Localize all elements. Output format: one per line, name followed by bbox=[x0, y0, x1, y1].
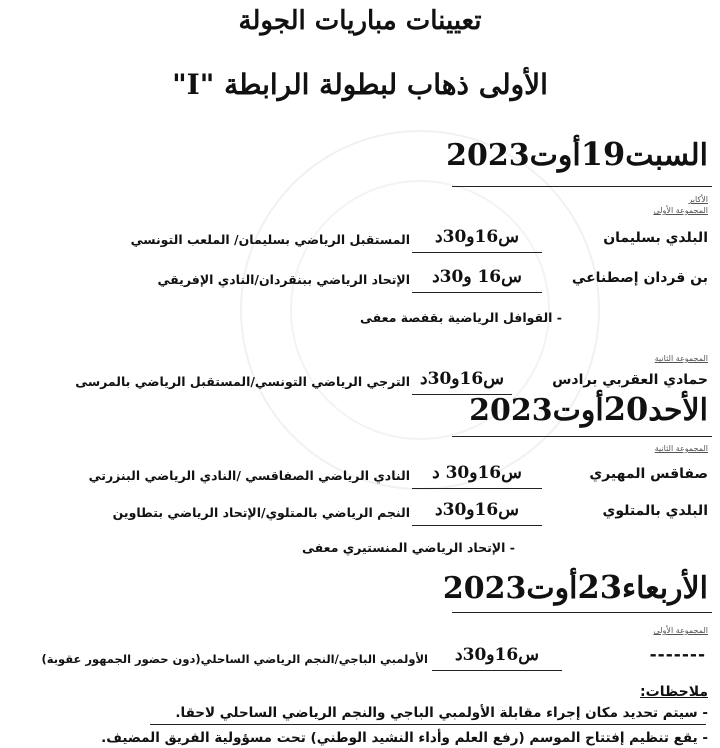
day-heading-sunday bbox=[469, 390, 708, 428]
time-underline bbox=[432, 670, 562, 671]
match-teams: المستقبل الرياضي بسليمان/ الملعب التونسي bbox=[130, 232, 410, 247]
referee-venue: حمادي العقربي برادس bbox=[552, 372, 708, 388]
match-teams: الترجي الرياضي التونسي/المستقبل الرياضي بالمرسى bbox=[75, 374, 410, 389]
match-time: س16و30د bbox=[420, 369, 504, 389]
time-underline bbox=[412, 525, 542, 526]
referee-venue: البلدي بالمتلوي bbox=[602, 503, 708, 519]
day-heading-saturday bbox=[446, 135, 708, 173]
day-number: 23 bbox=[577, 568, 622, 606]
match-time: س16 و30د bbox=[432, 267, 522, 287]
day-heading-wednesday bbox=[443, 568, 708, 606]
exempt-team: - الإتحاد الرياضي المنستيري معفى bbox=[302, 540, 515, 555]
day-name: الأحد bbox=[648, 393, 708, 428]
note-item: - يقع تنظيم إفتتاح الموسم (رفع العلم وأداء النشيد الوطني) تحت مسؤولية الفريق المضيف. bbox=[101, 730, 708, 746]
category-label: الأكابر bbox=[688, 195, 708, 204]
day-name: الأربعاء bbox=[621, 571, 708, 606]
day-month: أوت bbox=[552, 393, 604, 428]
day-name: السبت bbox=[625, 138, 708, 173]
group-label: المجموعة الأولى bbox=[653, 626, 708, 635]
group-label: المجموعة الثانية bbox=[654, 444, 708, 453]
match-teams: النجم الرياضي بالمتلوي/الإتحاد الرياضي بتطاوين bbox=[112, 505, 410, 520]
match-time: س16و30د bbox=[455, 645, 539, 665]
match-teams: النادي الرياضي الصفاقسي /النادي الرياضي البنزرتي bbox=[88, 468, 410, 483]
match-time: س16و30 د bbox=[432, 463, 522, 483]
referee-venue: صفاقس المهيري bbox=[589, 466, 708, 482]
referee-placeholder: ------- bbox=[649, 645, 706, 665]
time-underline bbox=[412, 292, 542, 293]
day-month: أوت bbox=[529, 138, 581, 173]
notes-title: ملاحظات: bbox=[640, 684, 708, 700]
referee-venue: بن قردان إصطناعي bbox=[571, 270, 708, 286]
time-underline bbox=[412, 252, 542, 253]
day-year: 2023 bbox=[469, 393, 553, 428]
referee-venue: البلدي بسليمان bbox=[603, 230, 708, 246]
match-teams: الإتحاد الرياضي ببنقردان/النادي الإفريقي bbox=[157, 272, 410, 287]
day-month: أوت bbox=[526, 571, 578, 606]
day-underline bbox=[452, 436, 712, 437]
day-year: 2023 bbox=[446, 138, 530, 173]
day-underline bbox=[452, 186, 712, 187]
match-teams: الأولمبي الباجي/النجم الرياضي الساحلي(دون حضور الجمهور عقوبة) bbox=[41, 652, 428, 666]
note-item: - سيتم تحديد مكان إجراء مقابلة الأولمبي الباجي والنجم الرياضي الساحلي لاحقا. bbox=[175, 705, 708, 721]
day-number: 20 bbox=[603, 390, 649, 428]
match-time: س16و30د bbox=[435, 500, 519, 520]
exempt-team: - القوافل الرياضية بقفصة معفى bbox=[360, 310, 562, 325]
group-label: المجموعة الثانية bbox=[654, 354, 708, 363]
page-title: تعيينات مباريات الجولة bbox=[238, 6, 482, 36]
note-underline bbox=[150, 724, 706, 725]
match-time: س16و30د bbox=[435, 227, 519, 247]
day-year: 2023 bbox=[442, 571, 527, 606]
time-underline bbox=[412, 488, 542, 489]
page-subtitle: الأولى ذهاب لبطولة الرابطة "I" bbox=[172, 68, 548, 101]
group-label: المجموعة الأولى bbox=[653, 206, 708, 215]
day-underline bbox=[452, 612, 712, 613]
day-number: 19 bbox=[580, 135, 626, 173]
